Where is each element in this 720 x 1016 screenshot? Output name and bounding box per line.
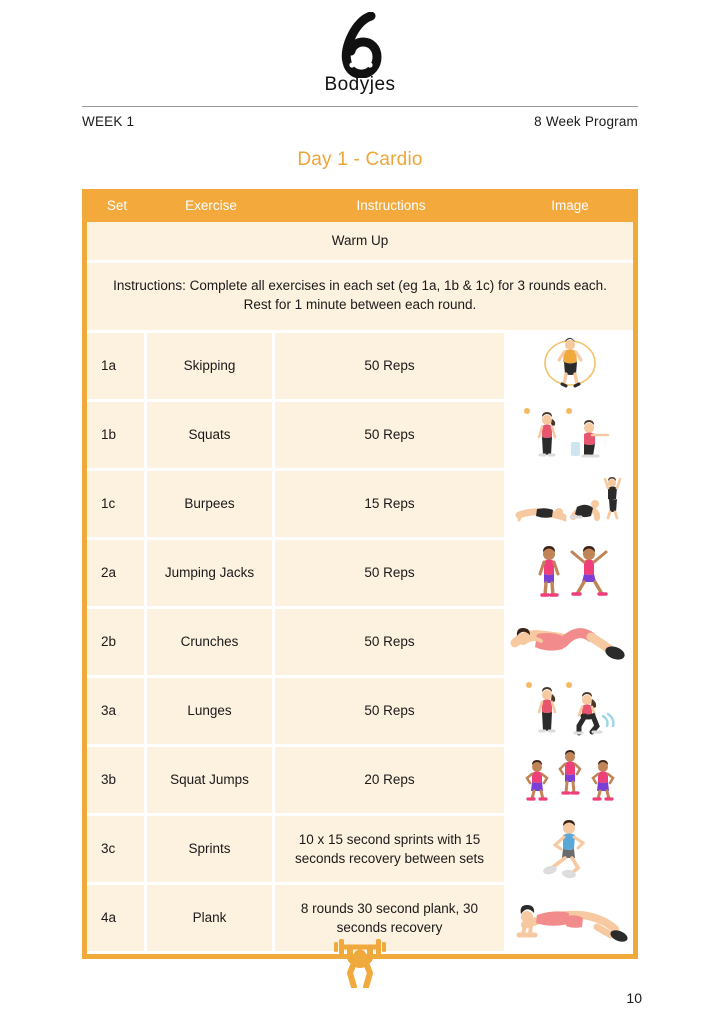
document-header [82, 107, 638, 129]
number-six-logo-icon [324, 12, 396, 78]
weightlifter-icon [0, 932, 720, 988]
row-instructions: 10 x 15 second sprints with 15 seconds recovery between sets [275, 816, 507, 882]
column-header-instructions: Instructions [356, 198, 426, 213]
row-instructions: 50 Reps [275, 609, 507, 675]
row-set: 1a [87, 333, 147, 399]
row-set: 1c [87, 471, 147, 537]
table-row [87, 402, 633, 471]
row-exercise: Jumping Jacks [147, 540, 275, 606]
column-header-set: Set [106, 198, 128, 213]
section-label-warm-up: Warm Up [87, 222, 633, 263]
table-row [87, 609, 633, 678]
row-exercise: Sprints [147, 816, 275, 882]
workout-table [82, 189, 638, 959]
brand-logo [0, 0, 720, 96]
week-label: WEEK 1 [82, 114, 135, 129]
brand-wordmark: Bodyjes [324, 74, 396, 95]
table-row [87, 333, 633, 402]
row-instructions: 50 Reps [275, 540, 507, 606]
page-number: 10 [626, 990, 642, 1006]
row-instructions: 20 Reps [275, 747, 507, 813]
row-instructions: 50 Reps [275, 678, 507, 744]
row-exercise: Skipping [147, 333, 275, 399]
sprints-illustration [507, 816, 633, 882]
program-label: 8 Week Program [534, 114, 638, 129]
crunches-illustration [507, 609, 633, 675]
row-exercise: Crunches [147, 609, 275, 675]
table-row [87, 540, 633, 609]
row-set: 1b [87, 402, 147, 468]
lunges-illustration [507, 678, 633, 744]
table-row [87, 747, 633, 816]
table-row [87, 816, 633, 885]
row-exercise: Squats [147, 402, 275, 468]
page-title: Day 1 - Cardio [297, 149, 423, 170]
row-set: 3c [87, 816, 147, 882]
row-exercise: Burpees [147, 471, 275, 537]
squat-jumps-illustration [507, 747, 633, 813]
row-set: 2a [87, 540, 147, 606]
squats-illustration [507, 402, 633, 468]
row-set: 2b [87, 609, 147, 675]
row-instructions: 50 Reps [275, 333, 507, 399]
row-instructions: 50 Reps [275, 402, 507, 468]
jumping-jacks-illustration [507, 540, 633, 606]
table-row [87, 678, 633, 747]
table-row [87, 471, 633, 540]
column-header-image: Image [551, 198, 589, 213]
row-set: 3a [87, 678, 147, 744]
row-instructions: 8 rounds 30 second plank, 30 seconds recovery [275, 885, 507, 951]
row-set: 4a [87, 885, 147, 951]
skipping-illustration [507, 333, 633, 399]
instructions-note: Instructions: Complete all exercises in each set (eg 1a, 1b & 1c) for 3 rounds each. Rest for 1 minute between each round. [87, 263, 633, 333]
burpees-illustration [507, 471, 633, 537]
row-instructions: 15 Reps [275, 471, 507, 537]
row-exercise: Squat Jumps [147, 747, 275, 813]
row-set: 3b [87, 747, 147, 813]
column-header-exercise: Exercise [185, 198, 237, 213]
row-exercise: Plank [147, 885, 275, 951]
table-header-row [87, 189, 633, 222]
row-exercise: Lunges [147, 678, 275, 744]
